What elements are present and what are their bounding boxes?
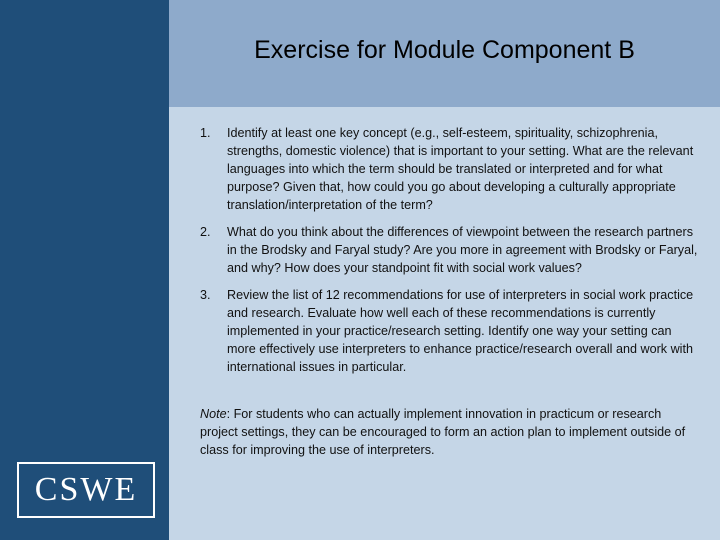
cswe-logo (17, 462, 155, 518)
note-label: Note (200, 407, 227, 421)
slide-title: Exercise for Module Component B (254, 36, 635, 64)
question-item (200, 286, 700, 376)
question-list (200, 124, 700, 385)
question-text: What do you think about the differences of viewpoint between the research partners in the Brodsky and Faryal study? Are you more in agreement with Brodsky or Faryal, and why? How does your standpoint fit with social work values? (227, 225, 698, 275)
question-number: 1. (200, 126, 211, 140)
question-item (200, 124, 700, 214)
question-text: Review the list of 12 recommendations for use of interpreters in social work practice and research. Evaluate how well each of these recommendations is currently implemented in your practice/research setting. Identify one way your setting can more effectively use interpreters to enhance practice/research overall and work with international issues in particular. (227, 288, 694, 374)
question-item (200, 223, 700, 277)
logo-text: CSWE (34, 471, 138, 508)
question-text: Identify at least one key concept (e.g., self-esteem, spirituality, schizophrenia, strengths, domestic violence) that is important to your setting. What are the relevant languages into which the term should be translated or interpreted and for what purpose? Given that, how could you go about developing a culturally appropriate translation/interpretation of the term? (227, 126, 694, 212)
note-paragraph (200, 405, 690, 459)
note-text: : For students who can actually implement innovation in practicum or research project settings, they can be encouraged to form an action plan to implement outside of class for improving the use of interpreters. (200, 407, 686, 457)
question-number: 2. (200, 225, 211, 239)
question-number: 3. (200, 288, 211, 302)
left-sidebar-band (0, 0, 169, 540)
